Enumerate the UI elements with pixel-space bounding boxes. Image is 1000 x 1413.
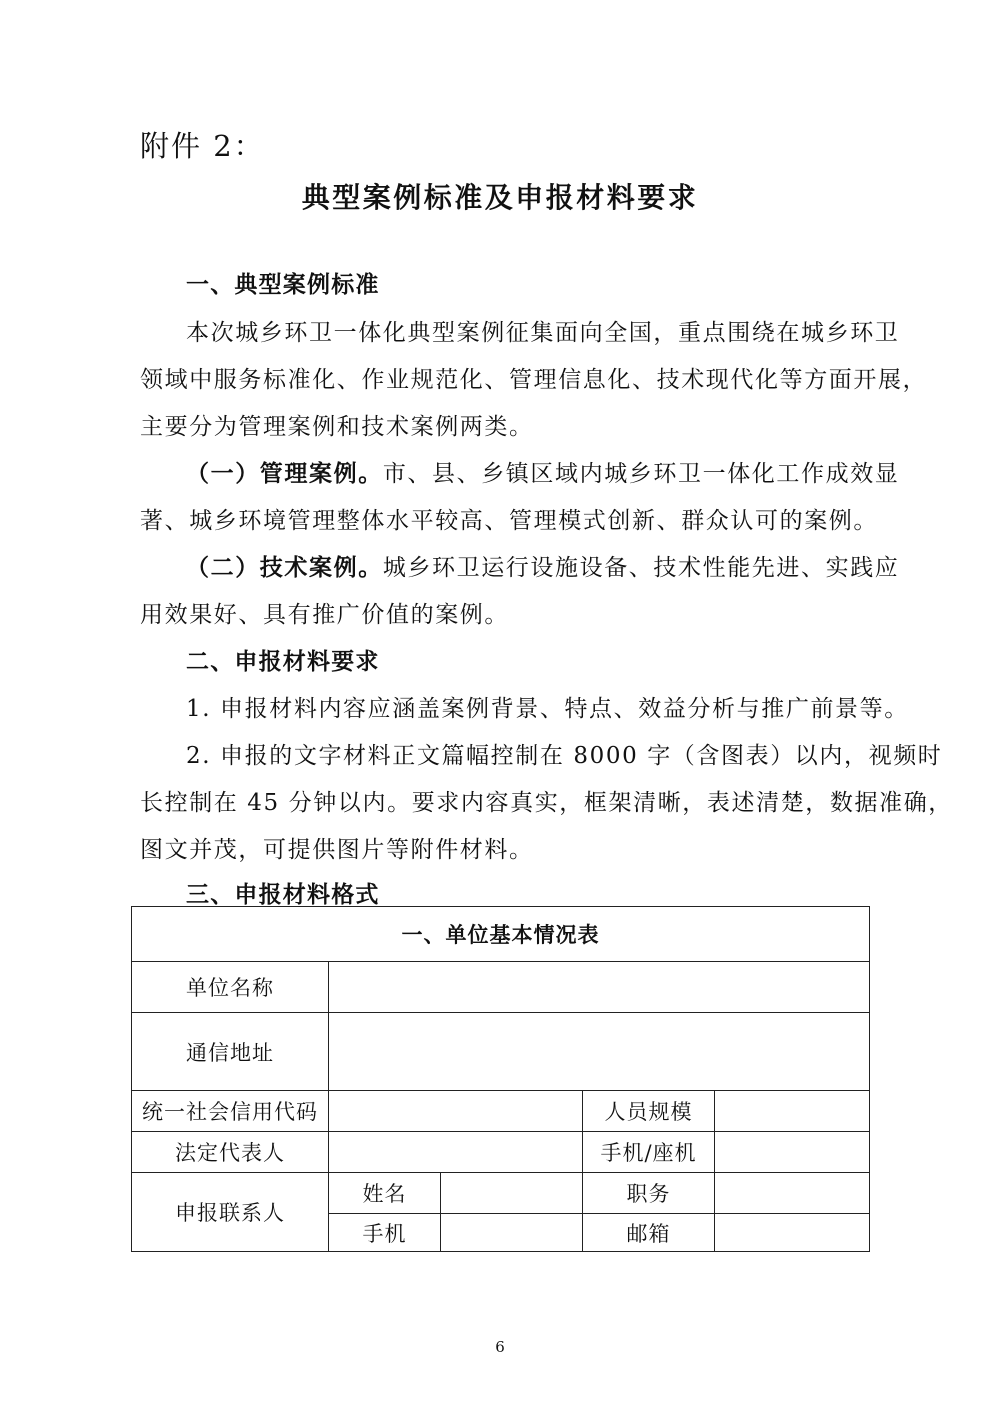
unit-name-label: 单位名称 (132, 962, 329, 1013)
item-management-line (186, 455, 899, 488)
legal-rep-value (329, 1132, 583, 1173)
unit-name-value (329, 962, 870, 1013)
phone-landline-value (715, 1132, 870, 1173)
contact-mobile-value (441, 1214, 583, 1252)
requirement-item-2: 2. 申报的文字材料正文篇幅控制在 8000 字（含图表）以内，视频时 (186, 743, 943, 769)
paragraph-line: 用效果好、具有推广价值的案例。 (140, 602, 509, 628)
section-2-heading: 二、申报材料要求 (186, 649, 380, 675)
paragraph-line: 图文并茂，可提供图片等附件材料。 (140, 837, 534, 863)
paragraph-line: 领域中服务标准化、作业规范化、管理信息化、技术现代化等方面开展， (140, 367, 928, 393)
section-3-heading: 三、申报材料格式 (186, 882, 380, 908)
unit-info-table (131, 906, 870, 1252)
credit-code-value (329, 1091, 583, 1132)
table-title: 一、单位基本情况表 (132, 907, 870, 962)
item-management-text: 市、县、乡镇区域内城乡环卫一体化工作成效显 (382, 461, 900, 487)
contact-name-value (441, 1173, 583, 1214)
contact-position-value (715, 1173, 870, 1214)
contact-email-label: 邮箱 (583, 1214, 715, 1252)
staff-scale-value (715, 1091, 870, 1132)
phone-landline-label: 手机/座机 (583, 1132, 715, 1173)
contact-mobile-label: 手机 (329, 1214, 441, 1252)
staff-scale-label: 人员规模 (583, 1091, 715, 1132)
paragraph-line: 著、城乡环境管理整体水平较高、管理模式创新、群众认可的案例。 (140, 508, 878, 534)
requirement-item-1: 1. 申报材料内容应涵盖案例背景、特点、效益分析与推广前景等。 (186, 696, 909, 722)
legal-rep-label: 法定代表人 (132, 1132, 329, 1173)
page-number: 6 (495, 1338, 505, 1356)
paragraph-line: 本次城乡环卫一体化典型案例征集面向全国，重点围绕在城乡环卫 (186, 320, 900, 346)
item-technical-label: （二）技术案例。 (186, 555, 383, 581)
item-technical-line (186, 549, 899, 582)
contact-label: 申报联系人 (132, 1173, 329, 1252)
paragraph-line: 长控制在 45 分钟以内。要求内容真实，框架清晰，表述清楚，数据准确， (140, 790, 953, 816)
section-1-heading: 一、典型案例标准 (186, 272, 380, 298)
address-label: 通信地址 (132, 1013, 329, 1091)
contact-position-label: 职务 (583, 1173, 715, 1214)
attachment-label: 附件 2： (140, 129, 265, 163)
credit-code-label: 统一社会信用代码 (132, 1091, 329, 1132)
contact-name-label: 姓名 (329, 1173, 441, 1214)
address-value (329, 1013, 870, 1091)
item-technical-text: 城乡环卫运行设施设备、技术性能先进、实践应 (382, 555, 900, 581)
item-management-label: （一）管理案例。 (186, 461, 383, 487)
contact-email-value (715, 1214, 870, 1252)
paragraph-line: 主要分为管理案例和技术案例两类。 (140, 414, 534, 440)
document-title: 典型案例标准及申报材料要求 (301, 181, 699, 214)
